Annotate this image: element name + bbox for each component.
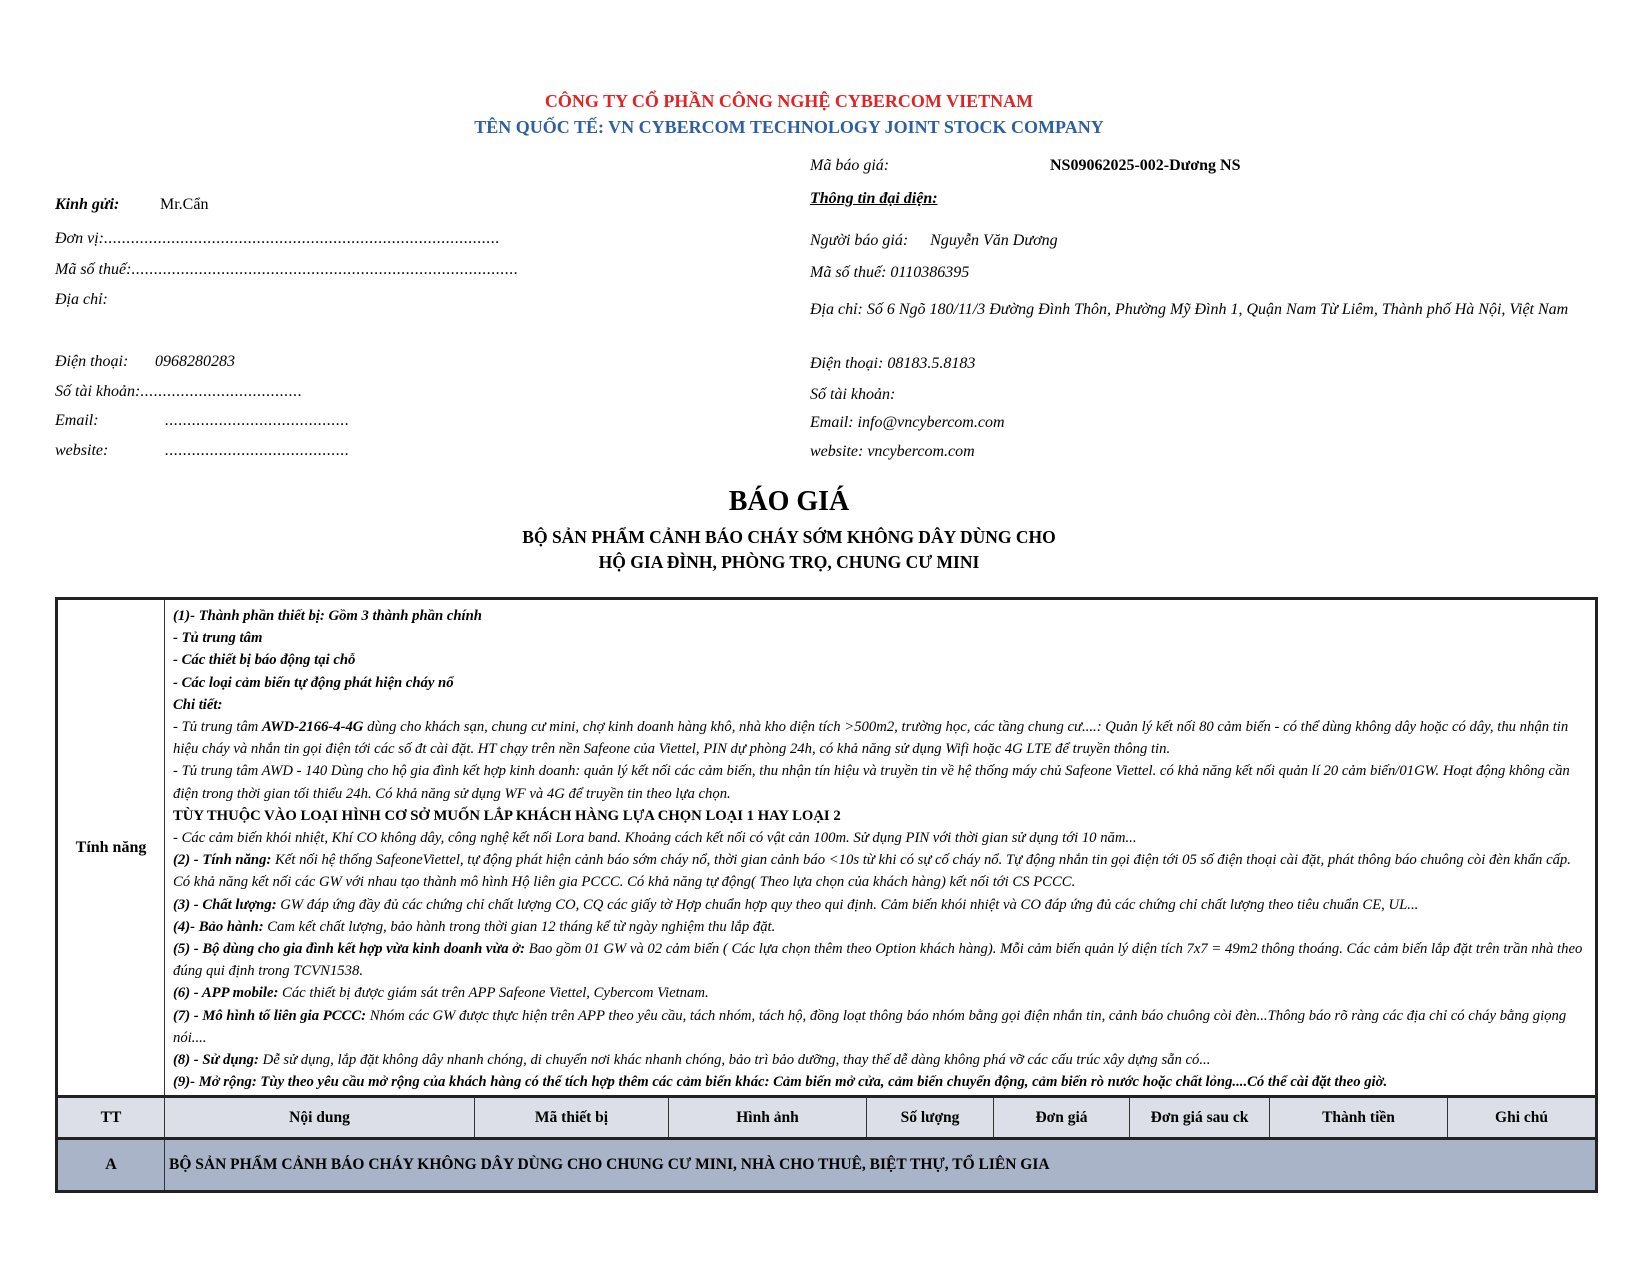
quote-subtitle-2: HỘ GIA ĐÌNH, PHÒNG TRỌ, CHUNG CƯ MINI bbox=[598, 552, 980, 572]
features-row bbox=[57, 599, 1597, 1097]
provider-email-row bbox=[810, 414, 1005, 432]
feature-paragraph: TÙY THUỘC VÀO LOẠI HÌNH CƠ SỞ MUỐN LẮP KHÁCH HÀNG LỰA CHỌN LOẠI 1 HAY LOẠI 2 bbox=[173, 807, 841, 824]
feature-paragraph: (1)- Thành phần thiết bị: Gồm 3 thành phần chính bbox=[173, 608, 482, 624]
email-blank-line: ......................................... bbox=[165, 412, 350, 429]
feature-paragraph: (4)- Bảo hành: Cam kết chất lượng, bảo hành trong thời gian 12 tháng kể từ ngày nghiệm thu lắp đặt. bbox=[173, 918, 776, 935]
kinh-gui-label: Kinh gửi: bbox=[55, 196, 120, 213]
customer-email-row bbox=[55, 412, 350, 430]
customer-website-row bbox=[55, 442, 350, 460]
feature-paragraph: - Tủ trung tâm AWD-2166-4-4G dùng cho khách sạn, chung cư mini, chợ kinh doanh hàng khô, nhà kho diện tích >500m2, trường học, các tầng chung cư....: Quản lý kết nối 80 cảm biến - có thể dùng không dây hoặc có dây, thu nhận tin hiệu cháy và nhắn tin gọi điện tới các số đt cài đặt. HT chạy trên nền Safeone của Viettel, PIN dự phòng 24h, có khả năng sử dụng Wifi hoặc 4G LTE để truyền thông tin. bbox=[173, 719, 1569, 758]
col-header-don-gia-sau-ck: Đơn giá sau ck bbox=[1130, 1097, 1270, 1139]
company-name-en: TÊN QUỐC TẾ: VN CYBERCOM TECHNOLOGY JOINT STOCK COMPANY bbox=[474, 117, 1104, 137]
customer-dien-thoai-row bbox=[55, 353, 235, 371]
company-header bbox=[0, 88, 1578, 140]
nguoi-bao-gia-label: Người báo giá: bbox=[810, 232, 909, 249]
don-vi-blank-line: ........................................................................................ bbox=[103, 230, 500, 247]
provider-website-row bbox=[810, 443, 975, 461]
so-tai-khoan-blank-line: .................................... bbox=[140, 383, 303, 400]
quotation-table bbox=[55, 597, 1598, 1193]
feature-paragraph: (9)- Mở rộng: Tùy theo yêu cầu mở rộng của khách hàng có thể tích hợp thêm các cảm biến khác: Cảm biến mở cửa, cảm biến chuyển động, cảm biến rò nước hoặc chất lỏng....Có thể cài đặt theo giờ. bbox=[173, 1074, 1388, 1091]
email-label: Email: bbox=[55, 412, 99, 429]
section-row-id: A bbox=[57, 1139, 165, 1192]
quote-subtitle-1: BỘ SẢN PHẨM CẢNH BÁO CHÁY SỚM KHÔNG DÂY DÙNG CHO bbox=[522, 527, 1056, 547]
ma-so-thue-blank-line: ...................................................................................... bbox=[131, 261, 519, 278]
col-header-ghi-chu: Ghi chú bbox=[1448, 1097, 1597, 1139]
feature-paragraph: Chi tiết: bbox=[173, 696, 223, 713]
provider-so-tai-khoan: Số tài khoản: bbox=[810, 386, 896, 403]
feature-paragraph: (6) - APP mobile: Các thiết bị được giám sát trên APP Safeone Viettel, Cybercom Vietnam. bbox=[173, 985, 709, 1002]
quote-title: BÁO GIÁ bbox=[728, 486, 850, 517]
provider-dien-thoai-row bbox=[810, 355, 975, 373]
company-name-vn: CÔNG TY CỔ PHẦN CÔNG NGHỆ CYBERCOM VIETNAM bbox=[544, 91, 1034, 111]
thong-tin-dai-dien-label: Thông tin đại diện: bbox=[810, 190, 938, 207]
provider-dien-thoai: Điện thoại: 08183.5.8183 bbox=[810, 355, 976, 372]
col-header-thanh-tien: Thành tiền bbox=[1270, 1097, 1448, 1139]
section-row-a bbox=[57, 1139, 1597, 1192]
feature-paragraph: (3) - Chất lượng: GW đáp ứng đầy đủ các chứng chỉ chất lượng CO, CQ các giấy tờ Hợp chuẩn hợp quy theo qui định. Cảm biến khói nhiệt và CO đáp ứng đủ các chứng chỉ chất lượng theo tiêu chuẩn CE, UL... bbox=[173, 896, 1419, 913]
col-header-ma-thiet-bi: Mã thiết bị bbox=[475, 1097, 669, 1139]
feature-paragraph: - Các cảm biến khói nhiệt, Khí CO không dây, công nghệ kết nối Lora band. Khoảng cách kết nối có vật cản 100m. Sử dụng PIN với thời gian sử dụng tới 10 năm... bbox=[173, 830, 1137, 847]
website-label: website: bbox=[55, 442, 109, 459]
col-header-hinh-anh: Hình ảnh bbox=[669, 1097, 867, 1139]
customer-kinh-gui-row bbox=[55, 196, 208, 214]
ma-bao-gia-label: Mã báo giá: bbox=[810, 157, 890, 174]
feature-paragraph: (5) - Bộ dùng cho gia đình kết hợp vừa kinh doanh vừa ở: Bao gồm 01 GW và 02 cảm biến ( Các lựa chọn thêm theo Option khách hàng). Mỗi cảm biến quản lý diện tích 7x7 = 49m2 thông thoáng. Các cảm biến lắp đặt trên trần nhà theo đúng qui định trong TCVN1538. bbox=[173, 941, 1583, 980]
customer-don-vi-row bbox=[55, 230, 500, 248]
features-row-label: Tính năng bbox=[57, 599, 165, 1097]
dien-thoai-value: 0968280283 bbox=[155, 353, 235, 370]
customer-ma-so-thue-row bbox=[55, 261, 518, 279]
customer-so-tai-khoan-row bbox=[55, 383, 302, 401]
col-header-don-gia: Đơn giá bbox=[994, 1097, 1130, 1139]
provider-section-header-row bbox=[810, 190, 938, 208]
provider-website: website: vncybercom.com bbox=[810, 443, 975, 460]
feature-paragraph: (8) - Sử dụng: Dễ sử dụng, lắp đặt không dây nhanh chóng, di chuyển nơi khác nhanh chóng, bảo trì bảo dưỡng, thay thế dễ dàng không phá vỡ các cấu trúc xây dựng sẵn có... bbox=[173, 1052, 1211, 1069]
so-tai-khoan-label: Số tài khoản: bbox=[55, 383, 141, 400]
provider-info-block bbox=[810, 150, 1610, 480]
provider-email: Email: info@vncybercom.com bbox=[810, 414, 1005, 431]
provider-nguoi-bao-gia-row bbox=[810, 232, 1058, 250]
kinh-gui-value: Mr.Cẩn bbox=[160, 196, 209, 213]
ma-so-thue-label: Mã số thuế: bbox=[55, 261, 132, 278]
provider-so-tai-khoan-row bbox=[810, 386, 895, 404]
website-blank-line: ......................................... bbox=[165, 442, 350, 459]
nguoi-bao-gia-value: Nguyễn Văn Dương bbox=[930, 232, 1058, 249]
provider-dia-chi-row bbox=[810, 295, 1569, 324]
provider-ma-so-thue: Mã số thuế: 0110386395 bbox=[810, 264, 970, 281]
feature-paragraph: - Các thiết bị báo động tại chỗ bbox=[173, 652, 356, 669]
col-header-so-luong: Số lượng bbox=[867, 1097, 994, 1139]
dien-thoai-label: Điện thoại: bbox=[55, 353, 129, 370]
feature-paragraph: (2) - Tính năng: Kết nối hệ thống SafeoneViettel, tự động phát hiện cảnh báo sớm cháy nổ, thời gian cảnh báo <10s từ khi có sự cố cháy nổ. Tự động nhắn tin gọi điện tới 05 số điện thoại cài đặt, phát thông báo chuông còi đèn khẩn cấp. Có khả năng kết nối các GW với nhau tạo thành mô hình Hộ liên gia PCCC. Có khả năng tự động( Theo lựa chọn của khách hàng) kết nối tới CS PCCC. bbox=[173, 852, 1571, 891]
provider-ma-bao-gia-row bbox=[810, 157, 1240, 175]
provider-dia-chi: Địa chỉ: Số 6 Ngõ 180/11/3 Đường Đình Thôn, Phường Mỹ Đình 1, Quận Nam Từ Liêm, Thành phố Hà Nội, Việt Nam bbox=[810, 301, 1569, 318]
dia-chi-label: Địa chỉ: bbox=[55, 291, 108, 308]
col-header-tt: TT bbox=[57, 1097, 165, 1139]
don-vi-label: Đơn vị: bbox=[55, 230, 104, 247]
provider-ma-so-thue-row bbox=[810, 264, 969, 282]
col-header-noi-dung: Nội dung bbox=[165, 1097, 475, 1139]
feature-paragraph: - Các loại cảm biến tự động phát hiện cháy nổ bbox=[173, 674, 454, 691]
customer-info-block bbox=[55, 190, 775, 480]
features-text bbox=[165, 599, 1597, 1097]
table-header-row bbox=[57, 1097, 1597, 1139]
feature-paragraph: - Tủ trung tâm AWD - 140 Dùng cho hộ gia đình kết hợp kinh doanh: quản lý kết nối các cảm biến, thu nhận tín hiệu và truyền tin về hệ thống máy chủ Safeone Viettel. có khả năng kết nối quản lí 20 cảm biến/01GW. Hoạt động không cần điện trong thời gian tối thiểu 24h. Có khả năng sử dụng WF và 4G để truyền tin theo lựa chọn. bbox=[173, 763, 1570, 802]
customer-dia-chi-row bbox=[55, 291, 108, 309]
ma-bao-gia-value: NS09062025-002-Dương NS bbox=[1050, 157, 1241, 174]
feature-paragraph: (7) - Mô hình tổ liên gia PCCC: Nhóm các GW được thực hiện trên APP theo yêu cầu, tách nhóm, tách hộ, đồng loạt thông báo nhóm bằng gọi điện nhắn tin, cảnh báo chuông còi đèn...Thông báo rõ ràng các địa chỉ có cháy bằng giọng nói.... bbox=[173, 1007, 1567, 1046]
section-row-title: BỘ SẢN PHẨM CẢNH BÁO CHÁY KHÔNG DÂY DÙNG CHO CHUNG CƯ MINI, NHÀ CHO THUÊ, BIỆT THỰ, TỔ LIÊN GIA bbox=[165, 1139, 1597, 1192]
feature-paragraph: - Tủ trung tâm bbox=[173, 630, 263, 647]
